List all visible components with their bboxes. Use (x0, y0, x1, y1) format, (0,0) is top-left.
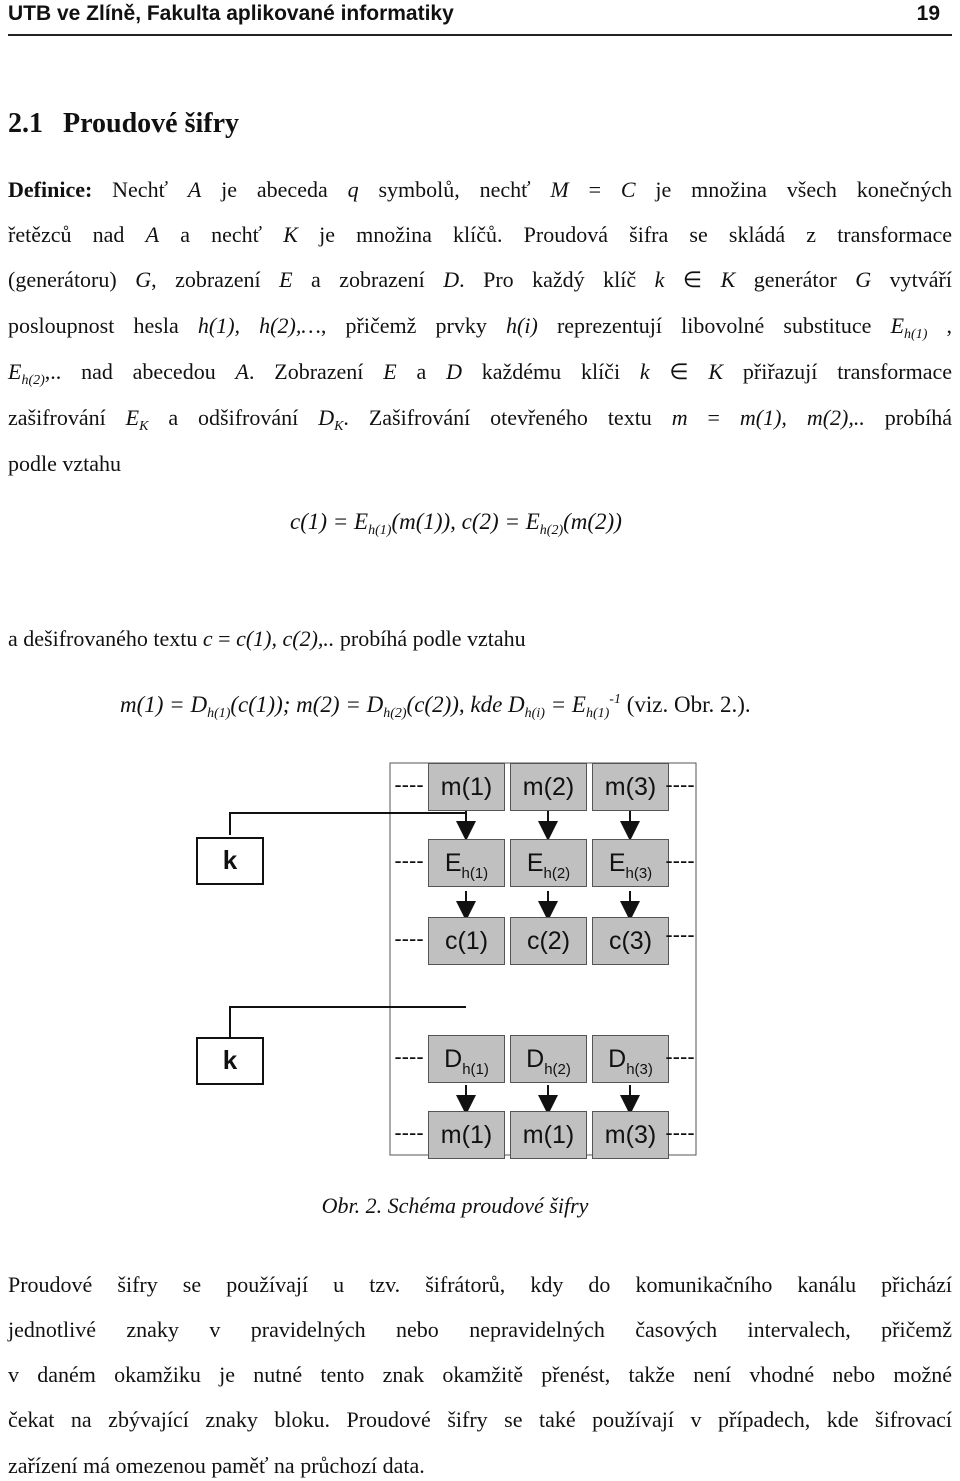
definition-line-5: $E_{h(2)}$,.. nad abecedou A. Zobrazení E a D každému klíči k ∈ K přiřazují transformace (8, 359, 953, 388)
key-line-top (230, 813, 466, 835)
section-title: Proudové šifry (63, 108, 240, 139)
section-number: 2.1 (8, 108, 43, 139)
definition-line-3: (generátoru) G, zobrazení E a zobrazení D. Pro každý klíč k ∈ K generátor G vytváří (8, 267, 952, 292)
cell-m2: m(2) (510, 763, 587, 811)
page-header (8, 0, 952, 36)
dash: ---- (665, 1120, 695, 1145)
definition-line-4: posloupnost hesla h(1), h(2),…, přičemž prvky h(i) reprezentují libovolné substituce $E_{h(1)}$ , (8, 313, 953, 342)
stream-cipher-diagram (0, 755, 960, 1165)
cell-e3: $E_{h(3)}$ (592, 839, 669, 887)
decryption-line: a dešifrovaného textu c = c(1), c(2),.. probíhá podle vztahu (8, 626, 526, 651)
section-heading (8, 108, 239, 140)
cell-out-3: m(3) (592, 1111, 669, 1159)
cell-d1: $D_{h(1)}$ (428, 1035, 505, 1083)
dash: ---- (665, 848, 695, 873)
definition-line-2: řetězců nad A a nechť K je množina klíčů. Proudová šifra se skládá z transformace (8, 222, 953, 247)
key-box-encrypt: k (196, 837, 264, 885)
paragraph-line-3: v daném okamžiku je nutné tento znak okamžitě přenést, takže není vhodné nebo možné (8, 1362, 952, 1387)
cell-c2: c(2) (510, 917, 587, 965)
dash: ---- (665, 772, 695, 797)
equation-encryption: $c(1) = E_{h(1)}(m(1))$, $c(2) = E_{h(2)}(m(2))$ (290, 509, 622, 538)
cell-out-1: m(1) (428, 1111, 505, 1159)
paragraph-line-2: jednotlivé znaky v pravidelných nebo nepravidelných časových intervalech, přičemž (8, 1317, 952, 1342)
paragraph-line-5: zařízení má omezenou paměť na průchozí data. (8, 1453, 425, 1478)
page-number: 19 (916, 2, 940, 25)
dash: ---- (665, 922, 695, 947)
cell-c3: c(3) (592, 917, 669, 965)
paragraph-line-4: čekat na zbývající znaky bloku. Proudové šifry se také používají v případech, kde šifrovací (8, 1407, 952, 1432)
header-title: UTB ve Zlíně, Fakulta aplikované informatiky (8, 2, 454, 25)
cell-c1: c(1) (428, 917, 505, 965)
dash: ---- (665, 1044, 695, 1069)
definition-line-1: Definice: Nechť A je abeceda q symbolů, nechť M = C je množina všech konečných (8, 177, 953, 202)
definition-line-7: podle vztahu (8, 451, 122, 476)
dash: ---- (394, 926, 424, 951)
figure-caption: Obr. 2. Schéma proudové šifry (321, 1193, 589, 1218)
cell-m3: m(3) (592, 763, 669, 811)
dash: ---- (394, 848, 424, 873)
cell-m1: m(1) (428, 763, 505, 811)
cell-d3: $D_{h(3)}$ (592, 1035, 669, 1083)
cell-out-2: m(1) (510, 1111, 587, 1159)
dash: ---- (394, 772, 424, 797)
paragraph-line-1: Proudové šifry se používají u tzv. šifrátorů, kdy do komunikačního kanálu přichází (8, 1272, 952, 1297)
key-box-decrypt: k (196, 1037, 264, 1085)
cell-e2: $E_{h(2)}$ (510, 839, 587, 887)
cell-d2: $D_{h(2)}$ (510, 1035, 587, 1083)
cell-e1: $E_{h(1)}$ (428, 839, 505, 887)
definition-line-6: zašifrování $E_K$ a odšifrování $D_K$. Zašifrování otevřeného textu m = m(1), m(2),.. probíhá (8, 405, 952, 434)
dash: ---- (394, 1120, 424, 1145)
dash: ---- (394, 1044, 424, 1069)
equation-decryption: $m(1) = D_{h(1)}(c(1))$; $m(2) = D_{h(2)}(c(2))$, kde $D_{h(i)} = E_{h(1)}^{-1}$ (viz. Obr. 2.). (120, 692, 751, 721)
